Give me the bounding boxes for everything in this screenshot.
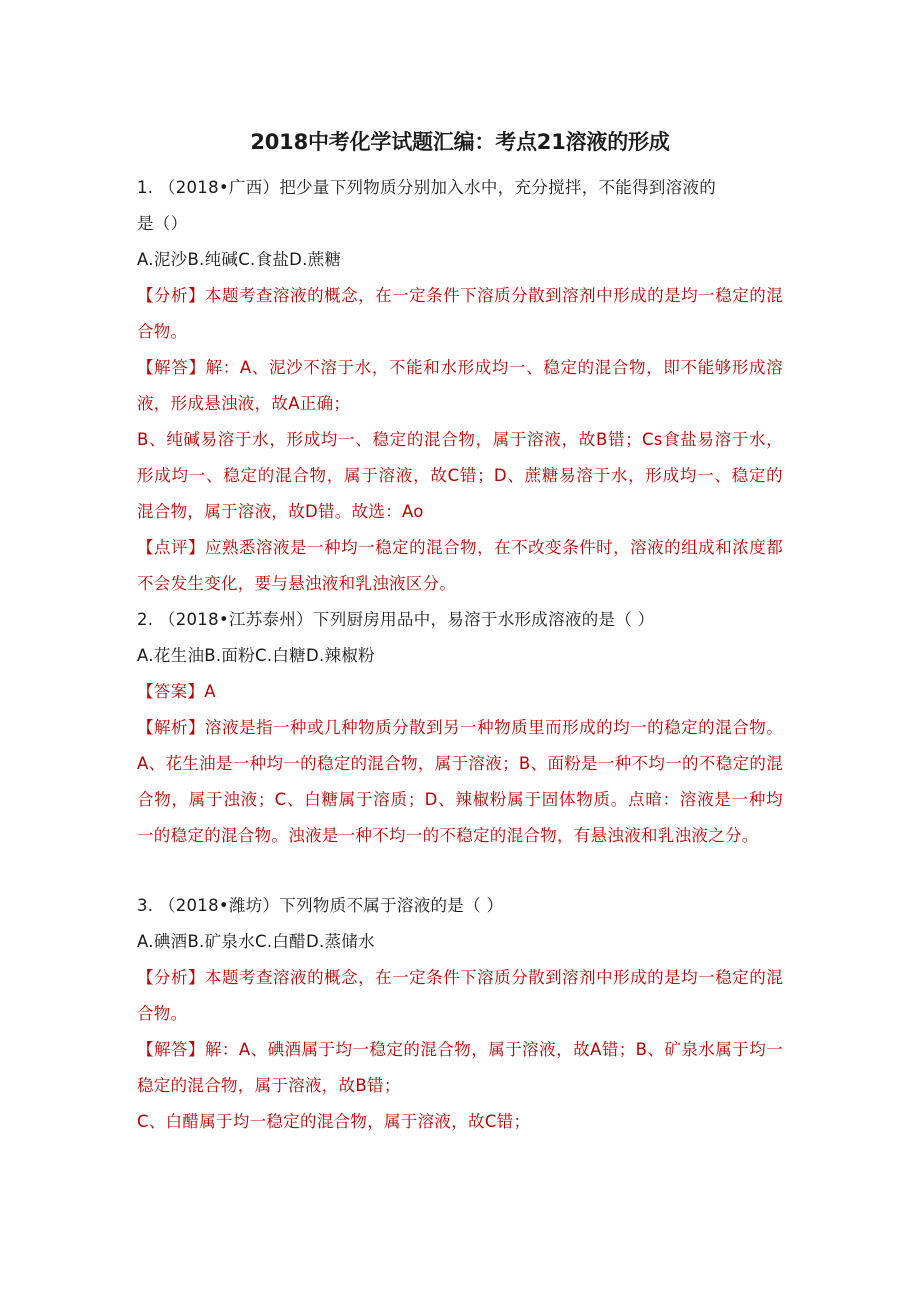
q3-analysis-text: 本题考查溶液的概念，在一定条件下溶质分散到溶剂中形成的是均一稳定的混合物。: [137, 968, 784, 1023]
q3-analysis: [137, 960, 783, 1032]
q3-stem: 3. （2018•潍坊）下列物质不属于溶液的是（ ）: [137, 896, 504, 915]
q1-comment-text: 应熟悉溶液是一种均一稳定的混合物，在不改变条件时，溶液的组成和浓度都不会发生变化，要与悬浊液和乳浊液区分。: [137, 538, 784, 593]
q1-answer-part1: [137, 350, 783, 422]
q2-explain-tag: 【解析】: [137, 718, 206, 737]
document-body: [137, 170, 783, 1140]
q1-stem-line2: 是（）: [137, 214, 188, 233]
q3-answer-part1: [137, 1032, 783, 1104]
q1-answer-text1: 解：A、泥沙不溶于水，不能和水形成均一、稳定的混合物，即不能够形成溶液，形成悬浊液，故A正确；: [137, 358, 783, 413]
q1-analysis: [137, 278, 783, 350]
q1-answer-tag: 【解答】: [137, 358, 206, 377]
q2-answer-tag: 【答案】: [137, 682, 205, 701]
q1-comment: [137, 530, 783, 602]
q1-analysis-text: 本题考查溶液的概念，在一定条件下溶质分散到溶剂中形成的是均一稳定的混合物。: [137, 286, 784, 341]
q1-stem-line1: 1. （2018•广西）把少量下列物质分别加入水中，充分搅拌，不能得到溶液的: [137, 178, 717, 197]
q2-explanation: [137, 710, 783, 854]
q1-options: A.泥沙B.纯碱C.食盐D.蔗糖: [137, 250, 342, 269]
q3-answer-text1: 解：A、碘酒属于均一稳定的混合物，属于溶液，故A错；B、矿泉水属于均一稳定的混合物，属于溶液，故B错；: [137, 1040, 783, 1095]
q1-analysis-tag: 【分析】: [137, 286, 206, 305]
question-2: [137, 602, 783, 854]
q3-options: A.碘酒B.矿泉水C.白醋D.蒸储水: [137, 932, 375, 951]
page-title: 2018中考化学试题汇编：考点21溶液的形成: [250, 130, 670, 154]
q1-comment-tag: 【点评】: [137, 538, 206, 557]
q3-answer-part2: C、白醋属于均一稳定的混合物，属于溶液，故C错；: [137, 1112, 531, 1131]
q3-answer-tag: 【解答】: [137, 1040, 205, 1059]
q3-analysis-tag: 【分析】: [137, 968, 206, 987]
question-1: [137, 170, 783, 602]
q2-stem: 2. （2018•江苏泰州）下列厨房用品中，易溶于水形成溶液的是（ ）: [137, 610, 655, 629]
section-spacer: [137, 854, 783, 888]
q2-answer-text: A: [204, 682, 216, 701]
q2-answer: [137, 674, 783, 710]
q2-options: A.花生油B.面粉C.白糖D.辣椒粉: [137, 646, 375, 665]
q2-explain-text: 溶液是指一种或几种物质分散到另一种物质里而形成的均一的稳定的混合物。A、花生油是一种均一的稳定的混合物，属于溶液；B、面粉是一种不均一的不稳定的混合物，属于浊液；C、白糖属于溶质；D、辣椒粉属于固体物质。点暗：溶液是一种均一的稳定的混合物。浊液是一种不均一的不稳定的混合物，有悬浊液和乳浊液之分。: [137, 718, 784, 845]
question-3: [137, 888, 783, 1140]
q1-answer-part2: B、纯碱易溶于水，形成均一、稳定的混合物，属于溶液，故B错；Cs食盐易溶于水，形成均一、稳定的混合物，属于溶液，故C错；D、蔗糖易溶于水，形成均一、稳定的混合物，属于溶液，故D错。故选：Ao: [137, 430, 783, 521]
